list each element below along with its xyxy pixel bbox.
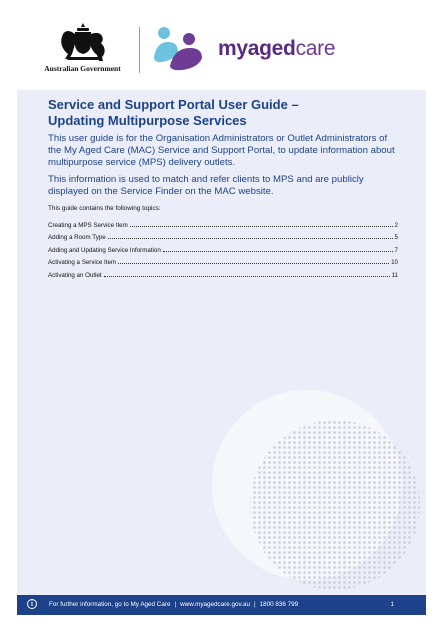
toc-item-label: Activating a Service Item	[48, 259, 117, 267]
document-title	[48, 97, 398, 129]
brand-name-part1: myaged	[218, 37, 296, 60]
footer-website-link[interactable]: www.myagedcare.gov.au	[180, 601, 250, 608]
people-icon	[152, 24, 212, 72]
toc-leader-dots	[108, 238, 393, 239]
toc-item[interactable]	[48, 254, 398, 267]
toc-item[interactable]	[48, 241, 398, 254]
intro-paragraph-2: This information is used to match and refer clients to MPS and are publicly displayed on the Service Finder on the MAC website.	[48, 174, 364, 197]
footer-contact-info	[49, 601, 298, 608]
footer-phone: 1800 836 799	[259, 601, 299, 608]
title-line-2: Updating Multipurpose Services	[48, 113, 247, 128]
info-icon: i	[27, 599, 37, 609]
title-line-1: Service and Support Portal User Guide –	[48, 97, 299, 112]
toc-leader-dots	[163, 251, 393, 252]
page-header	[0, 0, 439, 88]
brand-name-part2: care	[295, 37, 336, 60]
toc-item-page: 2	[394, 221, 398, 229]
document-page	[17, 90, 426, 595]
page-number: 1	[390, 601, 394, 608]
government-label: Australian Government	[44, 64, 121, 73]
page-footer	[17, 595, 426, 615]
toc-leader-dots	[130, 226, 393, 227]
toc-item-label: Adding and Updating Service Information	[48, 246, 161, 254]
brand-name	[218, 37, 335, 61]
toc-leader-dots	[104, 276, 390, 277]
logo-divider	[139, 27, 140, 73]
table-of-contents	[48, 216, 398, 279]
toc-item-label: Creating a MPS Service Item	[48, 221, 128, 229]
document-content	[48, 97, 398, 279]
footer-info-text: For further information, go to My Aged Care	[49, 601, 171, 608]
toc-item-page: 7	[394, 246, 398, 254]
footer-separator: |	[174, 601, 177, 608]
footer-separator: |	[253, 601, 256, 608]
toc-item-label: Activating an Outlet	[48, 271, 102, 279]
australian-government-logo	[30, 22, 135, 78]
coat-of-arms-icon	[53, 22, 113, 62]
toc-leader-dots	[118, 263, 389, 264]
my-aged-care-logo	[152, 24, 352, 74]
topics-intro: This guide contains the following topics:	[48, 205, 161, 212]
toc-item[interactable]	[48, 266, 398, 279]
toc-item-page: 11	[391, 271, 398, 279]
toc-item-page: 10	[391, 259, 398, 267]
toc-item[interactable]	[48, 229, 398, 242]
toc-item-label: Adding a Room Type	[48, 234, 106, 242]
intro-paragraph-1: This user guide is for the Organisation Administrators or Outlet Administrators of the My Aged Care (MAC) Service and Support Portal, to update information about multipurpose service (MPS) delivery outlets.	[48, 133, 395, 168]
toc-item-page: 5	[394, 234, 398, 242]
toc-item[interactable]	[48, 216, 398, 229]
